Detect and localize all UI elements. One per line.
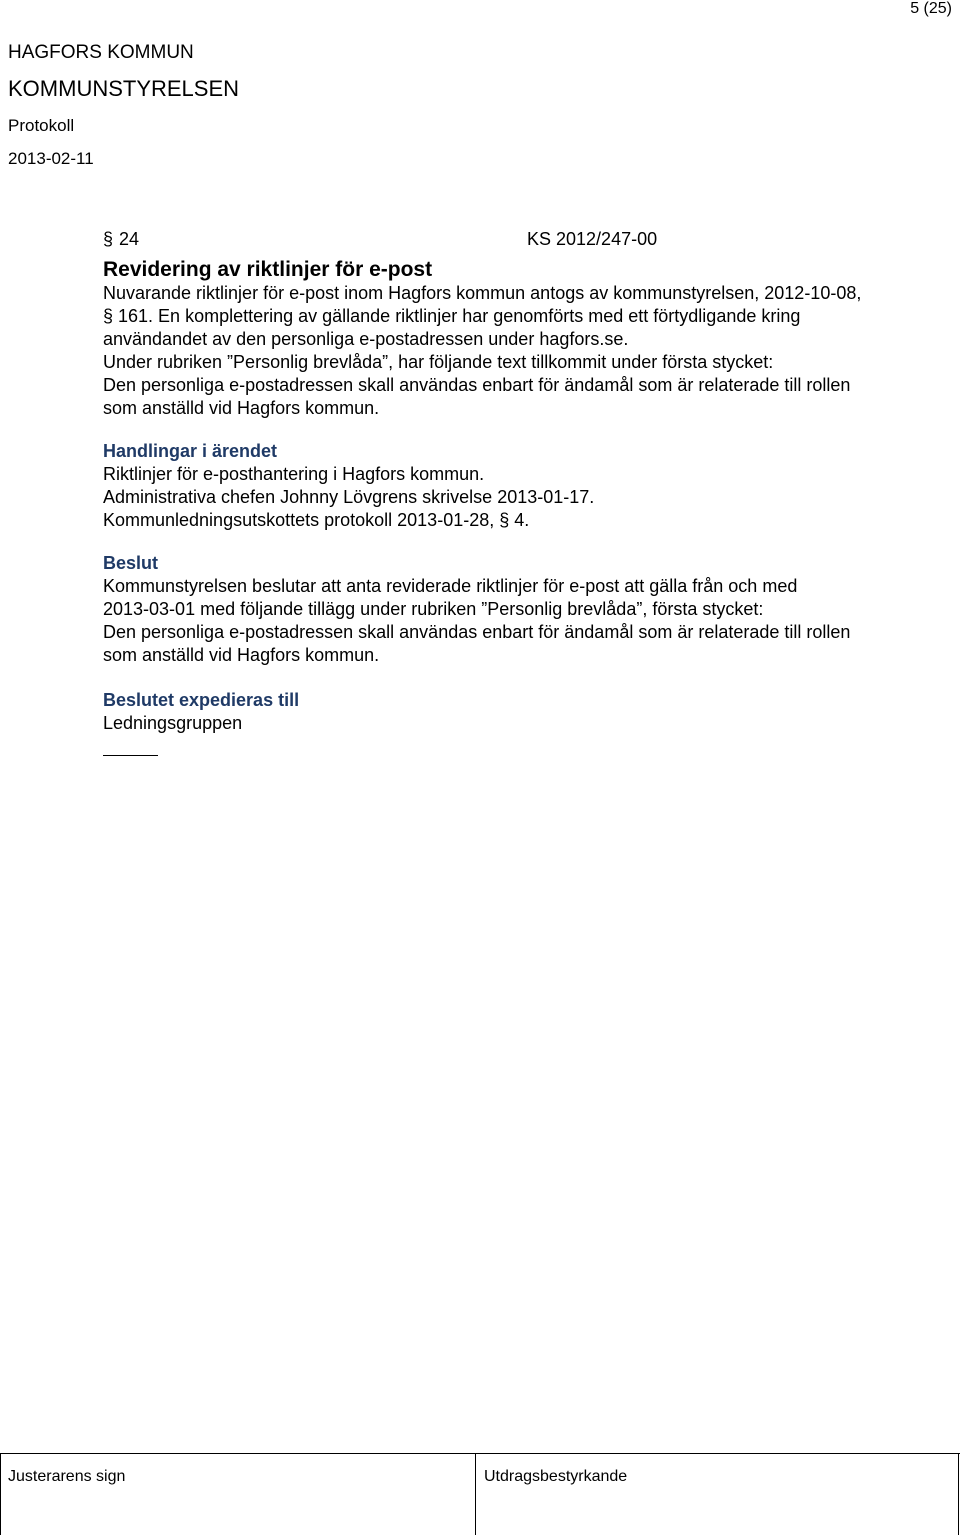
footer-left-border xyxy=(0,1454,1,1535)
case-number: 24 xyxy=(119,229,140,249)
footer-mid-border xyxy=(475,1454,476,1535)
adjuster-sign-label: Justerarens sign xyxy=(8,1468,126,1485)
decision-line: Den personliga e-postadressen skall användas enbart för ändamål som är relaterade till rollen xyxy=(103,622,851,642)
decision-line: Kommunstyrelsen beslutar att anta reviderade riktlinjer för e-post att gälla från och med xyxy=(103,576,798,596)
board-name: KOMMUNSTYRELSEN xyxy=(8,76,240,101)
decision-text xyxy=(103,575,943,667)
intro-line: Under rubriken ”Personlig brevlåda”, har följande text tillkommit under första stycket: xyxy=(103,352,774,372)
documents-list xyxy=(103,463,943,532)
distribution-recipient: Ledningsgruppen xyxy=(103,713,243,733)
section-symbol: § xyxy=(103,229,114,249)
intro-line: Nuvarande riktlinjer för e-post inom Hagfors kommun antogs av kommunstyrelsen, 2012-10-08, xyxy=(103,283,862,303)
case-content xyxy=(103,228,943,756)
case-title: Revidering av riktlinjer för e-post xyxy=(103,258,433,281)
documents-heading: Handlingar i ärendet xyxy=(103,441,278,461)
page-number: 5 (25) xyxy=(910,0,952,17)
intro-line: användandet av den personliga e-postadressen under hagfors.se. xyxy=(103,329,629,349)
case-intro xyxy=(103,282,943,420)
decision-line: 2013-03-01 med följande tillägg under rubriken ”Personlig brevlåda”, första stycket: xyxy=(103,599,764,619)
end-rule xyxy=(103,755,158,756)
distribution-heading: Beslutet expedieras till xyxy=(103,690,300,710)
intro-line: § 161. En komplettering av gällande riktlinjer har genomförts med ett förtydligande kring xyxy=(103,306,801,326)
extract-certification-label: Utdragsbestyrkande xyxy=(484,1468,628,1485)
document-item: Riktlinjer för e-posthantering i Hagfors kommun. xyxy=(103,464,485,484)
case-reference: KS 2012/247-00 xyxy=(527,229,658,249)
case-header xyxy=(103,228,943,254)
decision-line: som anställd vid Hagfors kommun. xyxy=(103,645,380,665)
document-item: Administrativa chefen Johnny Lövgrens skrivelse 2013-01-17. xyxy=(103,487,595,507)
document-type: Protokoll xyxy=(8,116,75,135)
footer-divider xyxy=(0,1453,960,1454)
intro-line: som anställd vid Hagfors kommun. xyxy=(103,398,380,418)
organization-name: HAGFORS KOMMUN xyxy=(8,42,194,63)
intro-line: Den personliga e-postadressen skall användas enbart för ändamål som är relaterade till rollen xyxy=(103,375,851,395)
document-date: 2013-02-11 xyxy=(8,149,94,168)
document-item: Kommunledningsutskottets protokoll 2013-01-28, § 4. xyxy=(103,510,530,530)
footer-right-border xyxy=(958,1454,959,1535)
decision-heading: Beslut xyxy=(103,553,159,573)
